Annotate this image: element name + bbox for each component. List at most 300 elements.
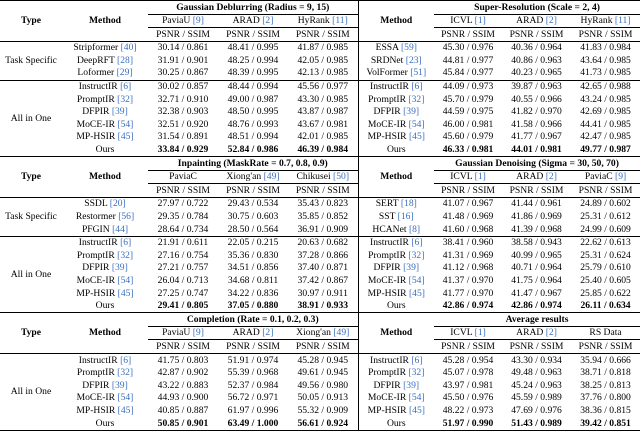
score-cell <box>571 287 640 300</box>
citation-link[interactable]: [29] <box>116 67 133 79</box>
cell-text: 43.30 / 0.985 <box>297 93 349 105</box>
cell-text: 41.44 / 0.961 <box>511 198 562 210</box>
cell-text: 40.71 / 0.964 <box>511 262 562 274</box>
score-cell <box>571 67 640 80</box>
citation-link[interactable]: [45] <box>117 287 134 299</box>
cell-text: 40.23 / 0.965 <box>511 67 562 79</box>
method-name: Ours <box>386 417 406 429</box>
citation-link[interactable]: [39] <box>111 262 128 274</box>
method-name: DFPIR <box>82 106 110 118</box>
cell-text: 25.40 / 0.605 <box>580 274 631 286</box>
cell-text: 27.21 / 0.757 <box>157 262 209 274</box>
citation-link[interactable]: [50] <box>333 171 350 183</box>
block-header-row <box>0 313 640 327</box>
cell-text: 25.31 / 0.624 <box>580 249 631 261</box>
cell-text: Gaussian Denoising (Sigma = 30, 50, 70) <box>455 157 619 169</box>
citation-link[interactable]: [45] <box>408 131 425 143</box>
cell-text: PSNR / SSIM <box>226 184 280 196</box>
score-cell <box>434 367 502 380</box>
score-cell <box>218 106 288 119</box>
method-cell <box>358 354 434 367</box>
cell-text: 31.54 / 0.891 <box>157 131 209 143</box>
cell-text: 37.42 / 0.867 <box>297 274 349 286</box>
citation-link[interactable]: [6] <box>120 354 132 366</box>
cell-text: 43.64 / 0.985 <box>580 54 631 66</box>
cell-text: 43.30 / 0.934 <box>511 354 562 366</box>
method-name: SST <box>378 211 396 222</box>
table-row <box>0 262 640 275</box>
cell-text: All in One <box>10 112 52 124</box>
method-name: Ours <box>95 300 115 312</box>
cell-text: 38.25 / 0.813 <box>580 379 631 391</box>
cell-text: 41.87 / 0.985 <box>297 42 349 54</box>
score-cell <box>434 211 502 224</box>
type-header <box>0 157 62 198</box>
score-cell <box>502 67 571 80</box>
cell-text: 43.22 / 0.883 <box>157 379 209 391</box>
method-name: DFPIR <box>373 262 401 274</box>
score-cell <box>502 236 571 249</box>
score-cell <box>434 287 502 300</box>
method-cell <box>358 300 434 313</box>
citation-link[interactable]: [39] <box>111 379 128 391</box>
cell-text: 38.71 / 0.818 <box>580 367 631 379</box>
score-cell <box>502 54 571 67</box>
score-cell <box>434 67 502 80</box>
table-row <box>0 404 640 417</box>
method-cell <box>358 287 434 300</box>
cell-text: 38.41 / 0.960 <box>442 237 494 249</box>
method-cell <box>62 354 148 367</box>
table-row <box>0 118 640 131</box>
metric-header <box>148 184 218 198</box>
score-cell <box>571 144 640 157</box>
citation-link[interactable]: [45] <box>408 287 425 299</box>
score-cell <box>434 379 502 392</box>
method-cell <box>358 262 434 275</box>
method-cell <box>358 404 434 417</box>
cell-text: 56.72 / 0.971 <box>227 392 279 404</box>
score-cell <box>434 417 502 430</box>
method-cell <box>62 93 148 106</box>
citation-link[interactable]: [2] <box>545 327 557 339</box>
dataset-header <box>571 170 640 184</box>
citation-link[interactable]: [32] <box>117 249 134 261</box>
score-cell <box>571 54 640 67</box>
cell-text: PSNR / SSIM <box>295 28 350 40</box>
citation-link[interactable]: [39] <box>111 106 128 118</box>
dataset-name: ICVL <box>450 327 473 339</box>
cell-text: 20.63 / 0.682 <box>297 237 349 249</box>
dataset-name: ARAD <box>516 171 544 183</box>
cell-text: PSNR / SSIM <box>441 340 495 352</box>
score-cell <box>148 144 218 157</box>
table-row <box>0 417 640 430</box>
citation-link[interactable]: [9] <box>192 15 204 27</box>
score-cell <box>571 354 640 367</box>
score-cell <box>288 93 358 106</box>
cell-text: 36.91 / 0.909 <box>297 223 349 235</box>
citation-link[interactable]: [2] <box>262 327 274 339</box>
dataset-name: Xiong'an <box>296 327 331 339</box>
cell-text: Gaussian Deblurring (Radius = 9, 15) <box>176 1 330 13</box>
method-cell <box>62 300 148 313</box>
cell-text: 26.04 / 0.713 <box>157 274 209 286</box>
dataset-name: ARAD <box>232 15 260 27</box>
cell-text: 22.05 / 0.215 <box>227 237 279 249</box>
citation-link[interactable]: [54] <box>408 118 425 130</box>
cell-text: Method <box>380 171 413 183</box>
citation-link[interactable]: [39] <box>403 379 420 391</box>
score-cell <box>434 223 502 236</box>
citation-link[interactable]: [56] <box>118 211 135 222</box>
table-row <box>0 144 640 157</box>
citation-link[interactable]: [9] <box>192 327 204 339</box>
method-name: InstructIR <box>370 354 409 366</box>
table-row <box>0 274 640 287</box>
score-cell <box>571 80 640 93</box>
citation-link[interactable]: [2] <box>545 15 557 27</box>
block-header-row <box>0 157 640 171</box>
table-row <box>0 379 640 392</box>
cell-text: 41.60 / 0.968 <box>442 223 494 235</box>
score-cell <box>434 144 502 157</box>
cell-text: 41.75 / 0.964 <box>511 274 562 286</box>
score-cell <box>288 197 358 210</box>
method-cell <box>62 236 148 249</box>
method-cell <box>358 274 434 287</box>
method-cell <box>62 118 148 131</box>
cell-text: 22.62 / 0.613 <box>580 237 631 249</box>
citation-link[interactable]: [6] <box>120 237 132 249</box>
method-name: MP-HSIR <box>367 287 407 299</box>
cell-text: 41.86 / 0.969 <box>511 211 562 222</box>
table-row <box>0 367 640 380</box>
task-title <box>434 1 640 15</box>
method-header <box>62 1 148 42</box>
cell-text: Completion (Rate = 0.1, 0.2, 0.3) <box>186 313 319 325</box>
citation-link[interactable]: [11] <box>614 15 631 27</box>
dataset-header <box>148 14 218 28</box>
score-cell <box>434 118 502 131</box>
metric-header <box>218 184 288 198</box>
method-name: InstructIR <box>370 81 409 93</box>
method-cell <box>62 392 148 405</box>
score-cell <box>434 249 502 262</box>
method-name: PromptIR <box>76 249 115 261</box>
citation-link[interactable]: [1] <box>474 171 486 183</box>
cell-text: 45.56 / 0.977 <box>297 81 349 93</box>
score-cell <box>434 131 502 144</box>
cell-text: 25.79 / 0.610 <box>580 262 631 274</box>
cell-text: 37.28 / 0.866 <box>297 249 349 261</box>
metric-header <box>218 340 288 354</box>
citation-link[interactable]: [54] <box>408 392 425 404</box>
citation-link[interactable]: [23] <box>405 54 422 66</box>
citation-link[interactable]: [32] <box>408 93 425 105</box>
cell-text: 51.97 / 0.990 <box>442 417 494 429</box>
cell-text: 42.01 / 0.985 <box>297 131 349 143</box>
score-cell <box>571 249 640 262</box>
score-cell <box>571 93 640 106</box>
cell-text: Average results <box>505 313 569 325</box>
method-cell <box>358 131 434 144</box>
cell-text: 43.67 / 0.981 <box>297 118 349 130</box>
score-cell <box>288 354 358 367</box>
citation-link[interactable]: [6] <box>411 81 423 93</box>
citation-link[interactable]: [6] <box>411 354 423 366</box>
score-cell <box>571 236 640 249</box>
score-cell <box>148 392 218 405</box>
method-name: MoCE-IR <box>76 274 115 286</box>
score-cell <box>502 41 571 54</box>
citation-link[interactable]: [45] <box>408 404 425 416</box>
method-name: PromptIR <box>368 367 407 379</box>
cell-text: 41.77 / 0.967 <box>511 131 562 143</box>
citation-link[interactable]: [1] <box>474 15 486 27</box>
citation-link[interactable]: [54] <box>117 274 134 286</box>
cell-text: 24.99 / 0.609 <box>580 223 631 235</box>
citation-link[interactable]: [45] <box>117 131 134 143</box>
method-name: Restormer <box>75 211 116 222</box>
citation-link[interactable]: [11] <box>332 15 348 27</box>
method-name: Ours <box>95 144 115 156</box>
method-cell <box>62 197 148 210</box>
score-cell <box>148 54 218 67</box>
method-cell <box>62 287 148 300</box>
score-cell <box>148 223 218 236</box>
score-cell <box>218 262 288 275</box>
cell-text: 26.11 / 0.634 <box>580 300 631 312</box>
method-cell <box>62 417 148 430</box>
score-cell <box>502 287 571 300</box>
dataset-header <box>434 14 502 28</box>
score-cell <box>218 118 288 131</box>
table-row <box>0 106 640 119</box>
method-name: MoCE-IR <box>76 118 115 130</box>
metric-header <box>288 340 358 354</box>
dataset-header <box>571 326 640 340</box>
table-row <box>0 41 640 54</box>
score-cell <box>148 236 218 249</box>
dataset-header <box>434 326 502 340</box>
method-name: PromptIR <box>368 93 407 105</box>
cell-text: 48.25 / 0.994 <box>227 54 279 66</box>
dataset-name: ICVL <box>450 171 473 183</box>
cell-text: 42.13 / 0.985 <box>297 67 349 79</box>
method-cell <box>62 106 148 119</box>
cell-text: Super-Resolution (Scale = 2, 4) <box>474 1 600 13</box>
table-row <box>0 197 640 210</box>
method-name: DFPIR <box>373 379 401 391</box>
score-cell <box>288 249 358 262</box>
citation-link[interactable]: [32] <box>117 93 134 105</box>
score-cell <box>288 287 358 300</box>
citation-link[interactable]: [18] <box>400 198 417 210</box>
cell-text: 44.81 / 0.977 <box>442 54 494 66</box>
dataset-name: PaviaU <box>162 327 191 339</box>
citation-link[interactable]: [59] <box>400 42 417 54</box>
score-cell <box>571 379 640 392</box>
score-cell <box>571 300 640 313</box>
metric-header <box>148 28 218 42</box>
method-cell <box>358 144 434 157</box>
cell-text: 41.75 / 0.803 <box>157 354 209 366</box>
cell-text: 35.85 / 0.852 <box>297 211 349 222</box>
cell-text: All in One <box>10 386 52 398</box>
cell-text: Type <box>20 15 42 27</box>
citation-link[interactable]: [39] <box>403 262 420 274</box>
cell-text: All in One <box>10 268 52 280</box>
cell-text: 48.51 / 0.994 <box>227 131 279 143</box>
cell-text: 52.37 / 0.984 <box>227 379 279 391</box>
method-cell <box>358 197 434 210</box>
cell-text: 45.30 / 0.976 <box>442 42 494 54</box>
score-cell <box>434 93 502 106</box>
score-cell <box>288 118 358 131</box>
cell-text: PSNR / SSIM <box>441 184 495 196</box>
method-name: MP-HSIR <box>76 404 116 416</box>
score-cell <box>434 197 502 210</box>
method-name: MoCE-IR <box>367 392 407 404</box>
score-cell <box>218 354 288 367</box>
method-name: PromptIR <box>76 93 115 105</box>
score-cell <box>571 118 640 131</box>
citation-link[interactable]: [54] <box>117 118 134 130</box>
score-cell <box>502 211 571 224</box>
method-name: Loformer <box>77 67 115 79</box>
table-row <box>0 80 640 93</box>
citation-link[interactable]: [40] <box>120 42 137 54</box>
citation-link[interactable]: [49] <box>333 327 350 339</box>
dataset-name: Chikusei <box>296 171 331 183</box>
cell-text: 28.64 / 0.734 <box>157 223 209 235</box>
metric-header <box>571 28 640 42</box>
citation-link[interactable]: [6] <box>411 237 423 249</box>
score-cell <box>502 106 571 119</box>
cell-text: 34.22 / 0.836 <box>227 287 279 299</box>
citation-link[interactable]: [49] <box>263 171 280 183</box>
method-header <box>358 157 434 198</box>
dataset-header <box>148 326 218 340</box>
cell-text: 21.91 / 0.611 <box>157 237 209 249</box>
method-cell <box>358 106 434 119</box>
score-cell <box>148 131 218 144</box>
score-cell <box>502 417 571 430</box>
table-row <box>0 67 640 80</box>
score-cell <box>218 300 288 313</box>
cell-text: 46.00 / 0.981 <box>442 118 494 130</box>
citation-link[interactable]: [9] <box>615 171 627 183</box>
cell-text: 24.89 / 0.602 <box>580 198 631 210</box>
type-cell <box>0 80 62 157</box>
citation-link[interactable]: [39] <box>403 106 420 118</box>
citation-link[interactable]: [20] <box>109 198 126 210</box>
score-cell <box>434 106 502 119</box>
cell-text: Type <box>20 327 42 339</box>
block-header-row <box>0 1 640 15</box>
citation-link[interactable]: [51] <box>410 67 427 79</box>
metric-header <box>434 340 502 354</box>
method-cell <box>62 41 148 54</box>
citation-link[interactable]: [32] <box>408 367 425 379</box>
method-name: PFGIN <box>81 223 110 235</box>
method-name: Ours <box>95 417 115 429</box>
table-row <box>0 287 640 300</box>
cell-text: PSNR / SSIM <box>156 340 210 352</box>
score-cell <box>288 274 358 287</box>
citation-link[interactable]: [54] <box>408 274 425 286</box>
task-title <box>434 157 640 171</box>
citation-link[interactable]: [32] <box>408 249 425 261</box>
cell-text: 45.07 / 0.978 <box>442 367 494 379</box>
cell-text: PSNR / SSIM <box>578 340 633 352</box>
method-name: ESSA <box>375 42 399 54</box>
method-name: Ours <box>386 300 406 312</box>
cell-text: 56.61 / 0.924 <box>297 417 349 429</box>
score-cell <box>502 131 571 144</box>
cell-text: 37.76 / 0.800 <box>580 392 631 404</box>
cell-text: 42.05 / 0.985 <box>297 54 349 66</box>
score-cell <box>218 236 288 249</box>
method-header <box>358 1 434 42</box>
cell-text: 30.14 / 0.861 <box>157 42 209 54</box>
score-cell <box>571 106 640 119</box>
type-cell <box>0 236 62 313</box>
citation-link[interactable]: [1] <box>474 327 486 339</box>
cell-text: 45.60 / 0.979 <box>442 131 494 143</box>
score-cell <box>148 379 218 392</box>
citation-link[interactable]: [2] <box>545 171 557 183</box>
dataset-header <box>218 14 288 28</box>
cell-text: Method <box>380 327 413 339</box>
cell-text: 44.09 / 0.973 <box>442 81 494 93</box>
method-name: InstructIR <box>78 237 118 249</box>
score-cell <box>288 131 358 144</box>
method-cell <box>358 236 434 249</box>
method-name: DFPIR <box>82 379 110 391</box>
citation-link[interactable]: [44] <box>112 223 129 235</box>
cell-text: 44.01 / 0.981 <box>511 144 562 156</box>
citation-link[interactable]: [54] <box>117 392 134 404</box>
dataset-header <box>502 326 571 340</box>
cell-text: Method <box>380 15 413 27</box>
score-cell <box>288 367 358 380</box>
citation-link[interactable]: [6] <box>120 81 132 93</box>
cell-text: 35.43 / 0.823 <box>297 198 349 210</box>
score-cell <box>218 404 288 417</box>
citation-link[interactable]: [45] <box>117 404 134 416</box>
score-cell <box>288 379 358 392</box>
citation-link[interactable]: [16] <box>397 211 414 222</box>
cell-text: 35.36 / 0.830 <box>227 249 279 261</box>
citation-link[interactable]: [8] <box>408 223 421 235</box>
score-cell <box>218 54 288 67</box>
cell-text: PSNR / SSIM <box>578 28 633 40</box>
cell-text: 42.69 / 0.985 <box>580 106 631 118</box>
cell-text: 34.51 / 0.856 <box>227 262 279 274</box>
citation-link[interactable]: [32] <box>117 367 134 379</box>
cell-text: 41.58 / 0.966 <box>511 118 562 130</box>
metric-header <box>571 184 640 198</box>
citation-link[interactable]: [2] <box>262 15 274 27</box>
dataset-name: HyRank <box>297 15 330 27</box>
cell-text: PSNR / SSIM <box>509 28 564 40</box>
citation-link[interactable]: [28] <box>117 54 134 66</box>
method-cell <box>62 211 148 224</box>
method-header <box>62 313 148 354</box>
cell-text: 49.00 / 0.987 <box>227 93 279 105</box>
